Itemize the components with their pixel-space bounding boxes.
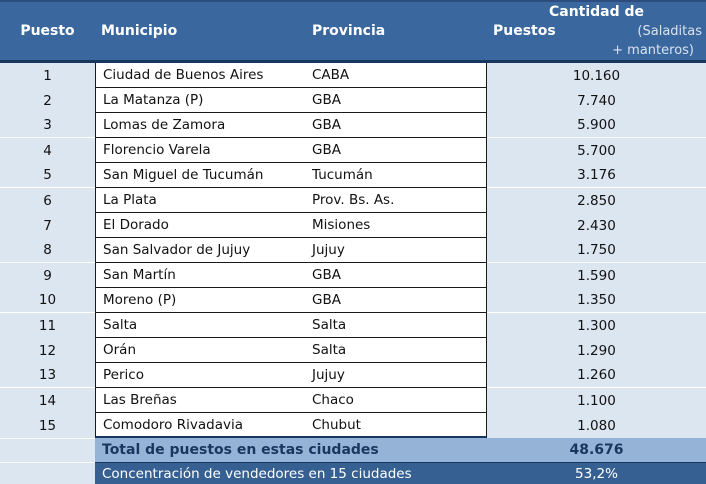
cantidad-cell: 5.700 — [487, 138, 706, 163]
table-row — [0, 338, 706, 363]
table-row — [0, 388, 706, 413]
cantidad-cell: 1.300 — [487, 313, 706, 338]
municipio-cell: San Salvador de Jujuy — [103, 242, 251, 258]
name-cells — [95, 338, 487, 363]
total-row — [0, 438, 706, 462]
provincia-cell: GBA — [312, 117, 341, 133]
header-municipio: Municipio — [101, 23, 178, 39]
concentration-value: 53,2% — [575, 465, 618, 482]
header-cantidad-note-manteros: + manteros) — [612, 42, 694, 58]
rank-cell: 1 — [0, 63, 95, 88]
table-body — [0, 63, 706, 438]
rank-cell: 4 — [0, 138, 95, 163]
cantidad-cell: 1.350 — [487, 288, 706, 313]
concentration-row — [0, 462, 706, 484]
table-row — [0, 263, 706, 288]
name-cells — [95, 388, 487, 413]
concentration-band — [95, 462, 706, 484]
table-row — [0, 63, 706, 88]
table-row — [0, 138, 706, 163]
cantidad-cell: 1.290 — [487, 338, 706, 363]
municipio-cell: San Martín — [103, 267, 176, 283]
table-row — [0, 213, 706, 238]
total-row-left-spacer — [0, 438, 95, 462]
concentration-label: Concentración de vendedores en 15 ciudades — [102, 465, 412, 482]
table-row — [0, 113, 706, 138]
municipio-cell: Las Breñas — [103, 392, 177, 408]
name-cells — [95, 313, 487, 338]
header-cantidad-line1: Cantidad de — [548, 3, 645, 20]
municipio-cell: Moreno (P) — [103, 292, 177, 308]
table-row — [0, 238, 706, 263]
rank-cell: 9 — [0, 263, 95, 288]
provincia-cell: CABA — [312, 67, 350, 83]
cantidad-cell: 7.740 — [487, 88, 706, 113]
name-cells — [95, 238, 487, 263]
municipio-cell: Comodoro Rivadavia — [103, 416, 243, 433]
name-cells — [95, 188, 487, 213]
name-cells — [95, 163, 487, 188]
cantidad-cell: 5.900 — [487, 113, 706, 138]
municipio-cell: Perico — [103, 367, 144, 383]
header-cantidad-line2 — [491, 22, 702, 41]
provincia-cell: Chaco — [312, 392, 354, 408]
rank-cell: 12 — [0, 338, 95, 363]
rank-cell: 3 — [0, 113, 95, 138]
cantidad-cell: 3.176 — [487, 163, 706, 188]
rank-cell: 15 — [0, 413, 95, 438]
rank-cell: 10 — [0, 288, 95, 313]
provincia-cell: Prov. Bs. As. — [312, 192, 395, 208]
header-cantidad-note-saladitas: (Saladitas — [637, 23, 702, 39]
provincia-cell: Misiones — [312, 217, 371, 233]
provincia-cell: Salta — [312, 317, 347, 333]
cantidad-cell: 2.430 — [487, 213, 706, 238]
name-cells — [95, 213, 487, 238]
name-cells — [95, 113, 487, 138]
total-band — [95, 438, 706, 462]
provincia-cell: Chubut — [312, 416, 361, 433]
provincia-cell: Tucumán — [312, 167, 373, 183]
municipio-cell: Florencio Varela — [103, 142, 211, 158]
rank-cell: 2 — [0, 88, 95, 113]
table-row — [0, 163, 706, 188]
name-cells — [95, 138, 487, 163]
header-cantidad-puestos: Puestos — [493, 22, 556, 39]
cantidad-cell: 1.260 — [487, 363, 706, 388]
rank-cell: 8 — [0, 238, 95, 263]
total-label: Total de puestos en estas ciudades — [102, 442, 379, 458]
name-cells — [95, 63, 487, 88]
cantidad-cell: 1.080 — [487, 413, 706, 438]
cantidad-cell: 1.750 — [487, 238, 706, 263]
table-row — [0, 363, 706, 388]
provincia-cell: GBA — [312, 142, 341, 158]
table-row — [0, 88, 706, 113]
header-cantidad — [487, 2, 706, 60]
table-row — [0, 288, 706, 313]
cantidad-cell: 10.160 — [487, 63, 706, 88]
municipio-cell: Ciudad de Buenos Aires — [103, 67, 264, 83]
rank-cell: 6 — [0, 188, 95, 213]
name-cells — [95, 363, 487, 388]
table-header-row — [0, 0, 706, 63]
table-row — [0, 413, 706, 438]
provincia-cell: GBA — [312, 267, 341, 283]
header-provincia: Provincia — [312, 23, 386, 39]
provincia-cell: Jujuy — [312, 367, 345, 383]
name-cells — [95, 413, 487, 438]
rank-cell: 13 — [0, 363, 95, 388]
table-row — [0, 313, 706, 338]
municipio-cell: La Plata — [103, 192, 157, 208]
provincia-cell: Salta — [312, 342, 347, 358]
municipio-cell: San Miguel de Tucumán — [103, 167, 264, 183]
municipio-cell: Orán — [103, 342, 137, 358]
name-cells — [95, 88, 487, 113]
municipio-cell: Lomas de Zamora — [103, 117, 226, 133]
rank-cell: 14 — [0, 388, 95, 413]
municipio-cell: El Dorado — [103, 217, 169, 233]
cantidad-cell: 1.590 — [487, 263, 706, 288]
provincia-cell: GBA — [312, 292, 341, 308]
rank-cell: 5 — [0, 163, 95, 188]
cantidad-cell: 1.100 — [487, 388, 706, 413]
rank-cell: 11 — [0, 313, 95, 338]
name-cells — [95, 288, 487, 313]
rank-cell: 7 — [0, 213, 95, 238]
total-value: 48.676 — [569, 442, 624, 458]
table-row — [0, 188, 706, 213]
provincia-cell: GBA — [312, 92, 341, 108]
cantidad-cell: 2.850 — [487, 188, 706, 213]
municipio-cell: Salta — [103, 317, 138, 333]
concentration-row-left-spacer — [0, 462, 95, 484]
header-puesto: Puesto — [20, 23, 75, 39]
provincia-cell: Jujuy — [312, 242, 345, 258]
municipio-cell: La Matanza (P) — [103, 92, 204, 108]
name-cells — [95, 263, 487, 288]
